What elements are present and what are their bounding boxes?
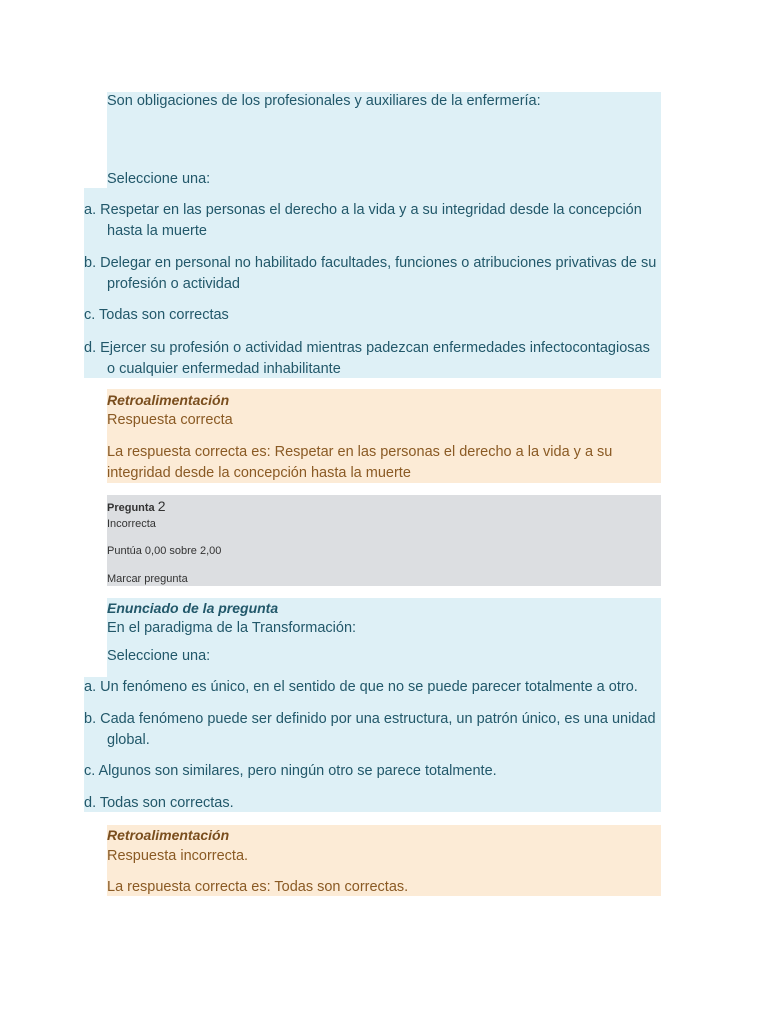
- q2-option-b-line1: b. Cada fenómeno puede ser definido por una estructura, un patrón único, es una unidad: [84, 711, 656, 727]
- option-d-line2: o cualquier enfermedad inhabilitante: [107, 361, 341, 377]
- feedback-1-answer-line1: La respuesta correcta es: Respetar en las personas el derecho a la vida y a su: [107, 444, 613, 460]
- option-b-line1: b. Delegar en personal no habilitado facultades, funciones o atribuciones privativas de su: [84, 255, 657, 271]
- question-2-select-prompt: Seleccione una:: [107, 648, 211, 664]
- question-2-option-c[interactable]: [84, 761, 497, 782]
- feedback-2-title: Retroalimentación: [107, 827, 230, 843]
- feedback-1-answer: [107, 442, 612, 484]
- flag-question-link[interactable]: Marcar pregunta: [107, 573, 188, 585]
- feedback-1-answer-line2: integridad desde la concepción hasta la muerte: [107, 465, 411, 481]
- question-2-info-box: [107, 495, 661, 586]
- q2-option-d-line1: d. Todas son correctas.: [84, 795, 234, 811]
- question-2-label: Pregunta: [107, 502, 155, 514]
- question-2-option-d[interactable]: [84, 793, 234, 814]
- option-a-line2: hasta la muerte: [107, 223, 207, 239]
- question-1-select-prompt: Seleccione una:: [107, 171, 211, 187]
- feedback-1-result: Respuesta correcta: [107, 412, 233, 428]
- question-1-option-c[interactable]: [84, 305, 229, 326]
- question-2-option-a[interactable]: [84, 677, 638, 698]
- option-d-line1: d. Ejercer su profesión o actividad mientras padezcan enfermedades infectocontagiosas: [84, 340, 650, 356]
- question-1-text: Son obligaciones de los profesionales y auxiliares de la enfermería:: [107, 93, 541, 109]
- option-a-line1: a. Respetar en las personas el derecho a la vida y a su integridad desde la concepción: [84, 202, 642, 218]
- feedback-2-answer: La respuesta correcta es: Todas son correctas.: [107, 879, 409, 895]
- q2-option-b-line2: global.: [107, 732, 150, 748]
- question-1-option-d[interactable]: [84, 338, 650, 380]
- question-2-number: [107, 498, 166, 514]
- q2-option-a-line1: a. Un fenómeno es único, en el sentido de que no se puede parecer totalmente a otro.: [84, 679, 638, 695]
- question-1-option-a[interactable]: [84, 200, 642, 242]
- question-2-option-b[interactable]: [84, 709, 656, 751]
- question-2-heading: Enunciado de la pregunta: [107, 600, 279, 616]
- question-2-status: Incorrecta: [107, 518, 156, 530]
- feedback-1-title: Retroalimentación: [107, 392, 230, 408]
- q2-option-c-line1: c. Algunos son similares, pero ningún otro se parece totalmente.: [84, 763, 497, 779]
- option-b-line2: profesión o actividad: [107, 276, 240, 292]
- feedback-2-result: Respuesta incorrecta.: [107, 848, 249, 864]
- question-2-number-value: 2: [157, 498, 166, 514]
- question-2-text: En el paradigma de la Transformación:: [107, 620, 357, 636]
- question-2-score: Puntúa 0,00 sobre 2,00: [107, 545, 222, 557]
- option-c-line1: c. Todas son correctas: [84, 307, 229, 323]
- question-1-option-b[interactable]: [84, 253, 656, 295]
